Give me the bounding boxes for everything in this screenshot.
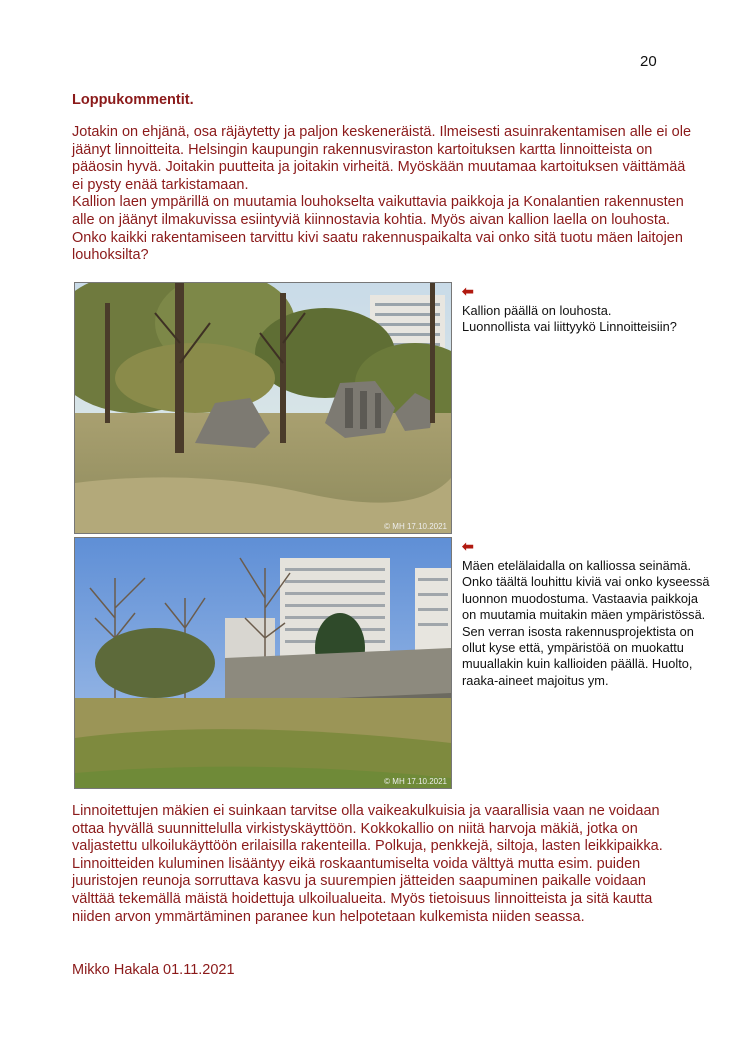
photo-rock-outcrop-image (75, 283, 451, 533)
closing-text: Linnoitettujen mäkien ei suinkaan tarvitse olla vaikeakulkuisia ja vaarallisia vaan ne voidaan ottaa hyvällä suunnittelulla virkistyskäyttöön. Kokkokallio on niitä harvoja mäkiä, jotka on valjastettu ulkoilukäyttöön erilaisilla rakenteilla. Polkuja, penkkejä, siltoja, lasten leikkipaikka. Linnoitteiden kuluminen lisääntyy eikä roskaantumiselta voida välttyä mutta esim. puiden juuristojen reunoja sorruttava kasvu ja suurempien jätteiden saapuminen paikalle voidaan välttää tekemällä mäistä hoidettuja ulkoilualueita. Myös tietoisuus linnoitteista ja sitä kautta niiden arvon ymmärtäminen paranee kun helpotetaan kulkemista niiden seassa. (72, 803, 663, 925)
photo-rock-wall (74, 537, 452, 789)
photo-caption-2 (462, 538, 712, 689)
intro-paragraph (72, 124, 692, 265)
caption-text: Mäen etelälaidalla on kalliossa seinämä. Onko täältä louhittu kiviä vai onko kyseessä luonnon muodostuma. Vastaavia paikkoja on muutamia muitakin mäen ympäristössä. Sen verran isosta rakennusprojektista on ollut kyse että, ympäristöä on muokattu muuallakin kuin kallioiden päällä. Huolto, raaka-aineet majoitus ym. (462, 558, 710, 688)
intro-text: Jotakin on ehjänä, osa räjäytetty ja paljon keskeneräistä. Ilmeisesti asuinrakentamisen alle ei ole jäänyt linnoitteita. Helsingin kaupungin rakennusviraston kartoituksen kartta linnoitteista on pääosin hyvä. Joitakin puutteita ja joitakin virheitä. Myöskään muutamaa kartoituksen väittämää ei pysty enää tarkistamaan. Kallion laen ympärillä on muutamia louhokselta vaikuttavia paikkoja ja Konalantien rakennusten alle on jäänyt ilmakuvissa esiintyviä kiinnostavia kohtia. Myös aivan kallion laella on louhosta. Onko kaikki rakentamiseen tarvittu kivi saatu rakennuspaikalta vai onko sitä tuotu mäen laitojen louhoksilta? (72, 124, 692, 264)
photo-credit: © MH 17.10.2021 (384, 522, 447, 531)
closing-paragraph (72, 803, 692, 926)
page-number: 20 (640, 53, 657, 70)
section-heading: Loppukommentit. (72, 92, 194, 108)
photo-credit: © MH 17.10.2021 (384, 777, 447, 786)
photo-rock-wall-image (75, 538, 451, 788)
photo-caption-1 (462, 283, 712, 336)
photo-rock-outcrop (74, 282, 452, 534)
signature: Mikko Hakala 01.11.2021 (72, 962, 235, 978)
left-arrow-icon: ⬅ (462, 283, 474, 299)
caption-text: Kallion päällä on louhosta. Luonnollista vai liittyykö Linnoitteisiin? (462, 303, 677, 335)
left-arrow-icon: ⬅ (462, 538, 474, 554)
